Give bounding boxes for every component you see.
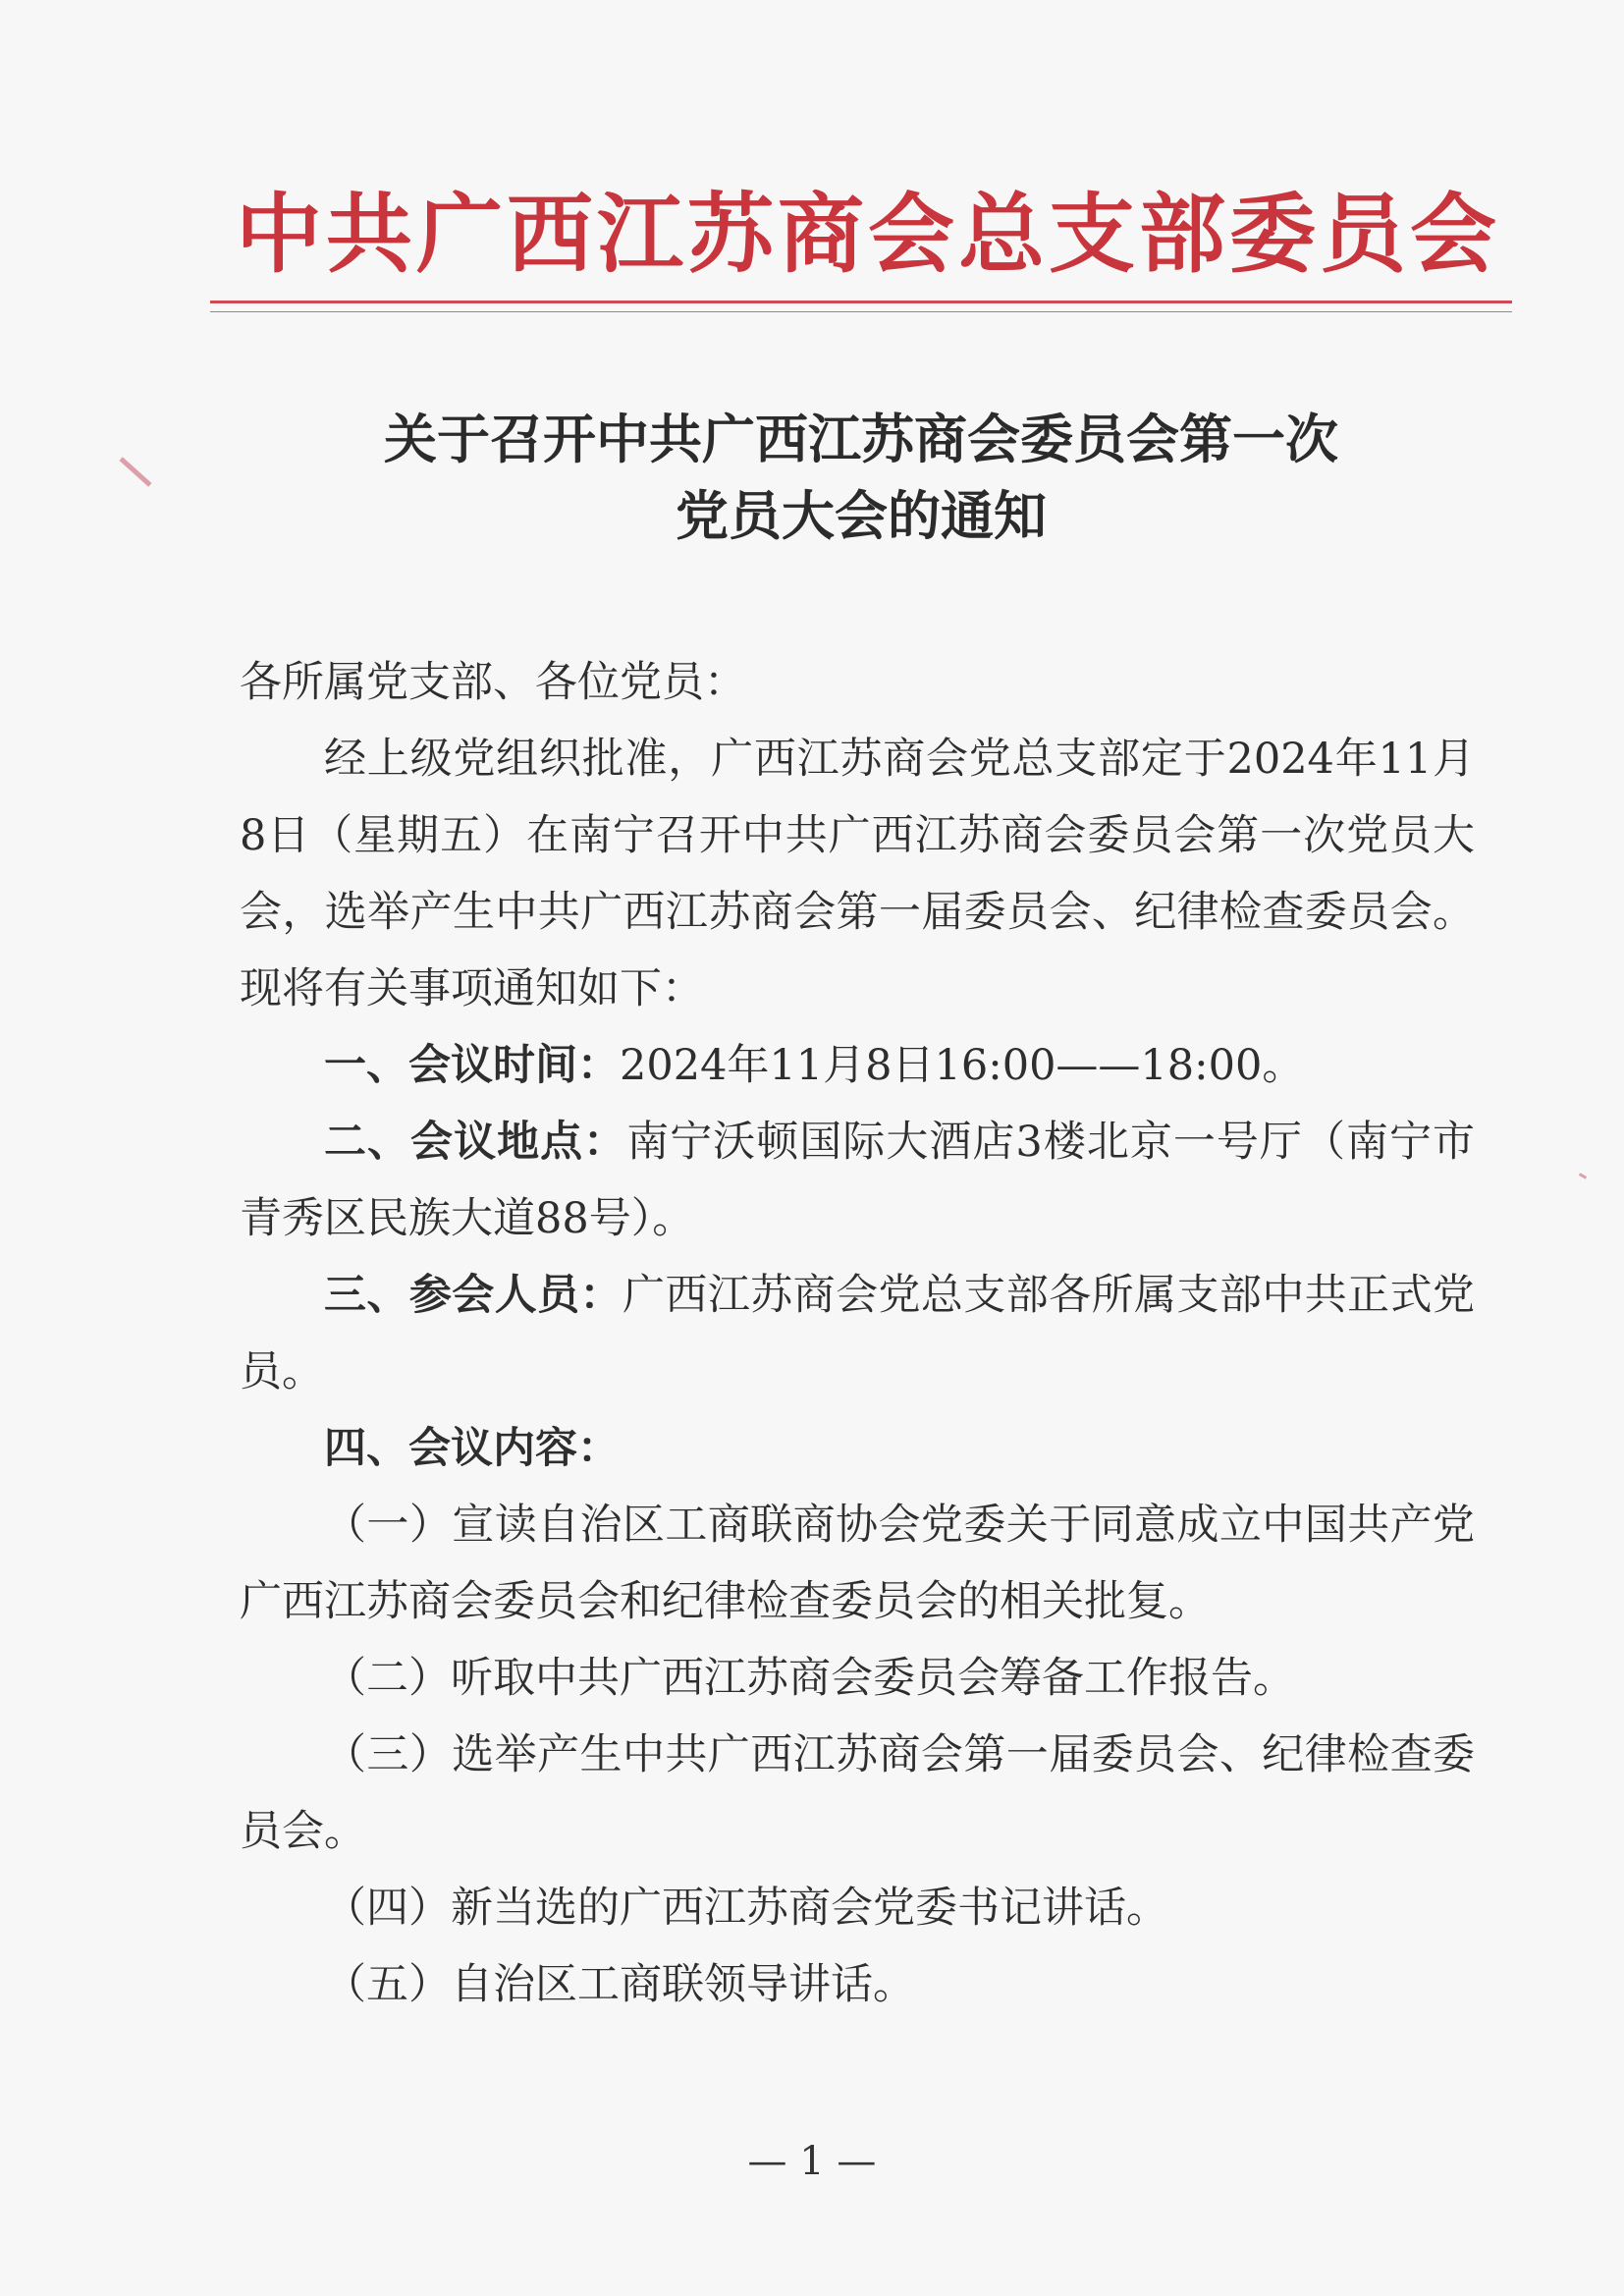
salutation: 各所属党支部、各位党员： [240, 658, 746, 707]
document-title-line-2: 党员大会的通知 [676, 484, 1047, 547]
meeting-content-label: 四、会议内容： [324, 1424, 620, 1473]
agenda-item-3: （三）选举产生中共广西江苏商会第一届委员会、纪律检查委员会。 [240, 1730, 1475, 1856]
letterhead-title: 中共广西江苏商会总支部委员会 [236, 183, 1501, 285]
meeting-time-value: 2024年11月8日16:00——18:00。 [620, 1041, 1305, 1090]
attendees-value: 广西江苏商会党总支部各所属支部中共正式党员。 [240, 1271, 1476, 1396]
meeting-place-label: 二、会议地点： [324, 1118, 627, 1167]
agenda-item-4: （四）新当选的广西江苏商会党委书记讲话。 [324, 1884, 1168, 1933]
meeting-time-item [240, 1027, 1475, 1104]
scan-mark [1579, 1173, 1587, 1179]
page-number: — 1 — [747, 2139, 877, 2184]
document-title [210, 401, 1512, 554]
letterhead-divider-thin [210, 311, 1512, 312]
document-title-line-1: 关于召开中共广西江苏商会委员会第一次 [384, 408, 1338, 470]
scan-mark [119, 457, 151, 486]
meeting-place-item [240, 1104, 1475, 1257]
agenda-item-5: （五）自治区工商联领导讲话。 [324, 1960, 915, 2009]
agenda-item-2: （二）听取中共广西江苏商会委员会筹备工作报告。 [324, 1654, 1295, 1703]
document-body [240, 644, 1475, 2023]
attendees-label: 三、参会人员： [324, 1271, 623, 1320]
intro-paragraph: 经上级党组织批准，广西江苏商会党总支部定于2024年11月8日（星期五）在南宁召开中共广西江苏商会委员会第一次党员大会，选举产生中共广西江苏商会第一届委员会、纪律检查委员会。现将有关事项通知如下： [240, 735, 1475, 1013]
agenda-item-1: （一）宣读自治区工商联商协会党委关于同意成立中国共产党广西江苏商会委员会和纪律检查委员会的相关批复。 [240, 1501, 1475, 1626]
attendees-item [240, 1257, 1475, 1410]
meeting-place-value: 南宁沃顿国际大酒店3楼北京一号厅（南宁市青秀区民族大道88号）。 [240, 1118, 1476, 1243]
letterhead-divider-thick [210, 301, 1512, 303]
meeting-time-label: 一、会议时间： [324, 1041, 620, 1090]
